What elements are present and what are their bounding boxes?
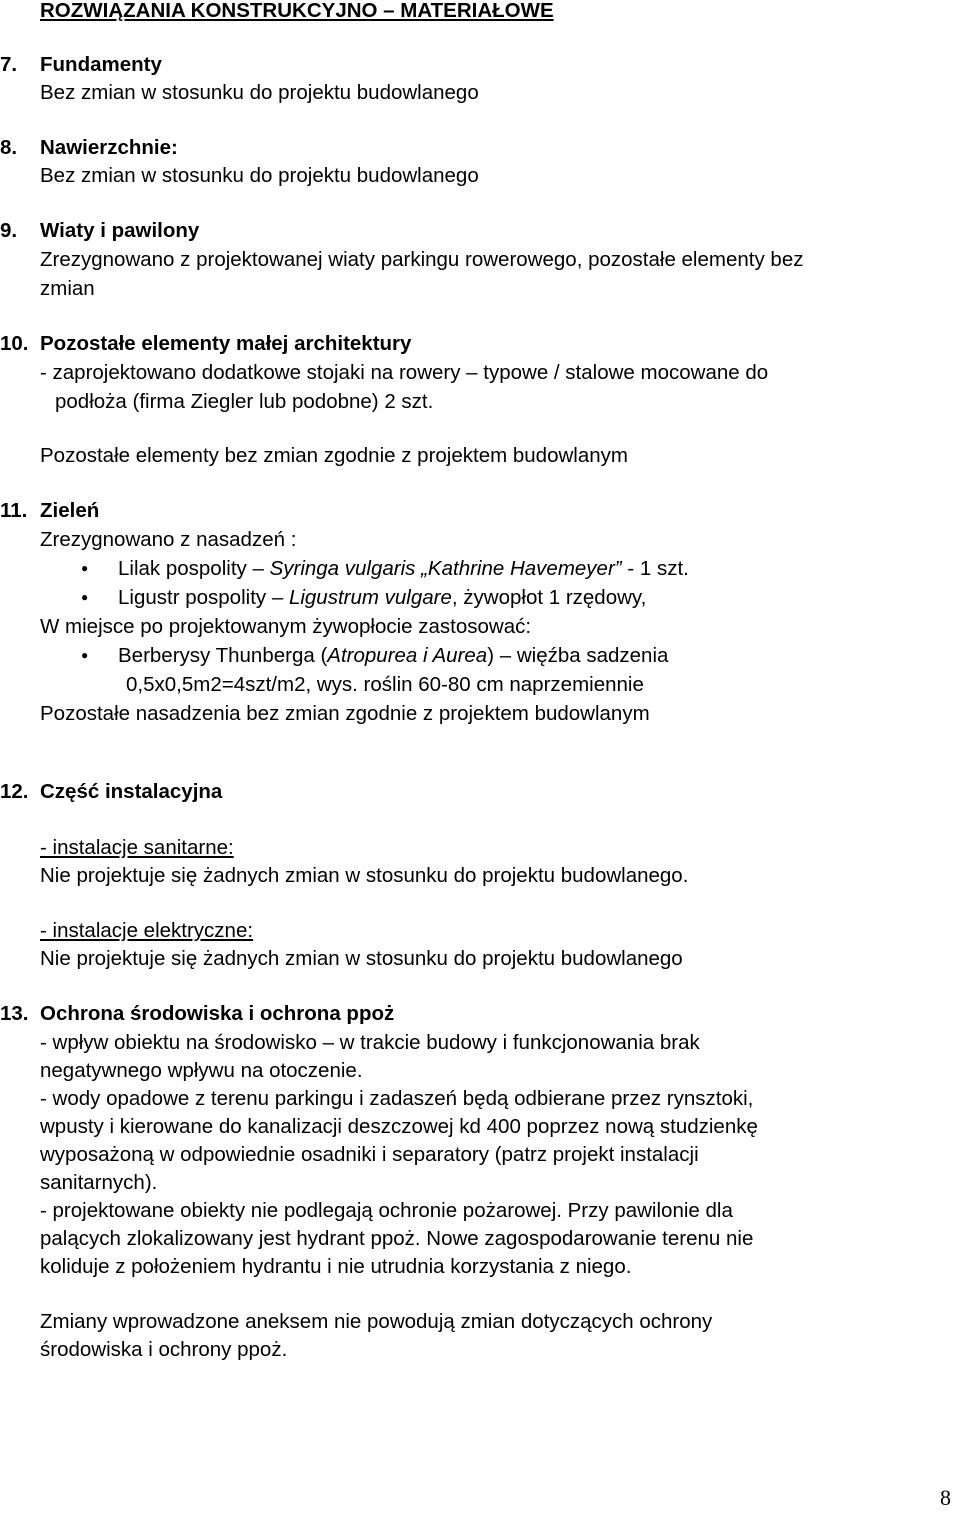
- section-number: 13.: [0, 1002, 29, 1025]
- section-10-line-2: podłoża (firma Ziegler lub podobne) 2 szt.: [55, 390, 434, 413]
- bullet-text: Berberysy Thunberga (Atropurea i Aurea) – więźba sadzenia: [118, 644, 669, 667]
- section-9-body-line-2: zmian: [40, 277, 95, 300]
- section-11-replace: W miejsce po projektowanym żywopłocie zastosować:: [40, 615, 532, 638]
- section-number: 9.: [0, 219, 18, 242]
- section-number: 7.: [0, 53, 18, 76]
- section-7-body: Bez zmian w stosunku do projektu budowlanego: [40, 81, 479, 104]
- section-13-line: - projektowane obiekty nie podlegają ochronie pożarowej. Przy pawilonie dla: [40, 1199, 733, 1222]
- section-13-line: koliduje z położeniem hydrantu i nie utrudnia korzystania z niego.: [40, 1255, 632, 1278]
- section-number: 8.: [0, 136, 18, 159]
- sanitary-label: - instalacje sanitarne:: [40, 836, 234, 859]
- section-13-line: wyposażoną w odpowiednie osadniki i separatory (patrz projekt instalacji: [40, 1143, 699, 1166]
- section-number: 10.: [0, 332, 29, 355]
- bullet-continuation: 0,5x0,5m2=4szt/m2, wys. roślin 60-80 cm naprzemiennie: [126, 673, 644, 696]
- section-13-line: - wody opadowe z terenu parkingu i zadaszeń będą odbierane przez rynsztoki,: [40, 1087, 754, 1110]
- section-13-line: sanitarnych).: [40, 1171, 158, 1194]
- section-13-line: negatywnego wpływu na otoczenie.: [40, 1059, 363, 1082]
- section-11-intro: Zrezygnowano z nasadzeń :: [40, 528, 297, 551]
- section-11-outro: Pozostałe nasadzenia bez zmian zgodnie z projektem budowlanym: [40, 702, 650, 725]
- electrical-text: Nie projektuje się żadnych zmian w stosunku do projektu budowlanego: [40, 947, 683, 970]
- section-title: Nawierzchnie:: [40, 136, 178, 159]
- section-title: Część instalacyjna: [40, 780, 223, 803]
- bullet-icon: [81, 556, 88, 584]
- section-title: Wiaty i pawilony: [40, 219, 200, 242]
- section-13-line: Zmiany wprowadzone aneksem nie powodują zmian dotyczących ochrony: [40, 1310, 713, 1333]
- page-title: ROZWIĄZANIA KONSTRUKCYJNO – MATERIAŁOWE: [40, 0, 554, 22]
- bullet-text: Lilak pospolity – Syringa vulgaris „Kathrine Havemeyer” - 1 szt.: [118, 557, 689, 580]
- page-number: 8: [940, 1485, 951, 1510]
- section-13-line: - wpływ obiektu na środowisko – w trakcie budowy i funkcjonowania brak: [40, 1031, 700, 1054]
- section-title: Pozostałe elementy małej architektury: [40, 332, 412, 355]
- section-10-line-3: Pozostałe elementy bez zmian zgodnie z projektem budowlanym: [40, 444, 628, 467]
- sanitary-text: Nie projektuje się żadnych zmian w stosunku do projektu budowlanego.: [40, 864, 689, 887]
- electrical-label: - instalacje elektryczne:: [40, 919, 254, 942]
- section-number: 12.: [0, 780, 29, 803]
- section-10-line-1: - zaprojektowano dodatkowe stojaki na rowery – typowe / stalowe mocowane do: [40, 361, 769, 384]
- section-title: Zieleń: [40, 499, 100, 522]
- section-title: Ochrona środowiska i ochrona ppoż: [40, 1002, 395, 1025]
- bullet-icon: [81, 643, 88, 671]
- section-9-body-line-1: Zrezygnowano z projektowanej wiaty parkingu rowerowego, pozostałe elementy bez: [40, 248, 804, 271]
- section-13-line: środowiska i ochrony ppoż.: [40, 1338, 288, 1361]
- section-13-line: wpusty i kierowane do kanalizacji deszczowej kd 400 poprzez nową studzienkę: [40, 1115, 758, 1138]
- section-number: 11.: [0, 499, 28, 522]
- section-13-line: palących zlokalizowany jest hydrant ppoż. Nowe zagospodarowanie terenu nie: [40, 1227, 754, 1250]
- section-8-body: Bez zmian w stosunku do projektu budowlanego: [40, 164, 479, 187]
- bullet-text: Ligustr pospolity – Ligustrum vulgare, żywopłot 1 rzędowy,: [118, 586, 647, 609]
- section-title: Fundamenty: [40, 53, 162, 76]
- bullet-icon: [81, 585, 88, 613]
